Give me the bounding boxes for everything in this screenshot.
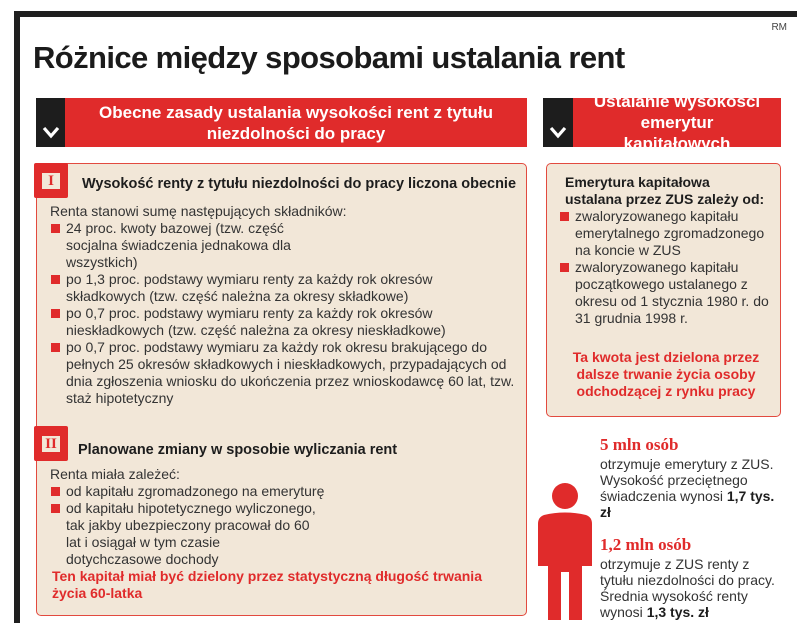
- section-1-number: [34, 163, 68, 198]
- list-item: po 0,7 proc. podstawy wymiaru za każdy rok okresu brakującego do pełnych 25 okresów składkowych i nieskładkowych, przypadających od dnia zgłoszenia wniosku do ukończenia przez wnioskodawcę 60 lat, tzw. staż hipotetyczny: [50, 339, 516, 407]
- list-item: po 1,3 proc. podstawy wymiaru renty za każdy rok okresów składkowych (tzw. część należna za okresy składkowe): [50, 271, 506, 305]
- section-2-number-text: II: [42, 436, 60, 452]
- section-2-list: [50, 483, 520, 568]
- chevron-down-icon: [42, 125, 60, 139]
- bullet-square-icon: [51, 343, 60, 352]
- section-2-heading: Planowane zmiany w sposobie wyliczania rent: [78, 442, 398, 458]
- bullet-square-icon: [51, 504, 60, 513]
- list-item: zwaloryzowanego kapitału początkowego ustalanego z okresu od 1 stycznia 1980 r. do 31 grudnia 1998 r.: [559, 259, 785, 327]
- top-rule: [14, 11, 797, 17]
- bullet-square-icon: [560, 212, 569, 221]
- credit: RM: [771, 22, 787, 33]
- section-2-body: [50, 466, 520, 568]
- section-2-number: [34, 426, 68, 461]
- right-list: [559, 208, 777, 327]
- stat-1-text: otrzymuje emerytury z ZUS. Wysokość przeciętnego świadczenia wynosi 1,7 tys. zł: [600, 456, 775, 520]
- right-conclusion: Ta kwota jest dzielona przez dalsze trwanie życia osoby odchodzącej z rynku pracy: [572, 349, 760, 399]
- section-1-intro: Renta stanowi sumę następujących składników:: [50, 203, 347, 219]
- list-item: 24 proc. kwoty bazowej (tzw. część socjalna świadczenia jednakowa dla wszystkich): [50, 220, 306, 271]
- bullet-square-icon: [560, 263, 569, 272]
- left-header-chevron: [36, 98, 65, 147]
- page-title: Różnice między sposobami ustalania rent: [33, 40, 625, 75]
- right-heading: Emerytura kapitałowa ustalana przez ZUS zależy od:: [565, 174, 765, 207]
- left-rule: [14, 11, 20, 623]
- chevron-down-icon: [549, 125, 567, 139]
- left-header: Obecne zasady ustalania wysokości rent z tytułu niezdolności do pracy: [65, 98, 527, 147]
- stat-1-big: 5 mln osób: [600, 435, 679, 454]
- stat-2-text: otrzymuje z ZUS renty z tytułu niezdolności do pracy. Średnia wysokość renty wynosi 1,3 tys. zł: [600, 556, 775, 620]
- stat-2-big: 1,2 mln osób: [600, 535, 692, 554]
- bullet-square-icon: [51, 487, 60, 496]
- section-1-body: [50, 203, 520, 407]
- right-header-chevron: [543, 98, 573, 147]
- person-icon: [534, 482, 596, 620]
- list-item: od kapitału zgromadzonego na emeryturę: [50, 483, 486, 500]
- list-item: od kapitału hipotetycznego wyliczonego, tak jakby ubezpieczony pracował do 60 lat i osiągał w tym czasie dotychczasowe dochody: [50, 500, 316, 568]
- section-2-intro: Renta miała zależeć:: [50, 466, 180, 482]
- section-1-heading: Wysokość renty z tytułu niezdolności do pracy liczona obecnie: [82, 176, 517, 192]
- right-header: Ustalanie wysokości emerytur kapitałowych: [573, 98, 781, 147]
- section-1-number-text: I: [42, 173, 60, 189]
- bullet-square-icon: [51, 275, 60, 284]
- list-item: po 0,7 proc. podstawy wymiaru renty za każdy rok okresów nieskładkowych (tzw. część należna za okresy nieskładkowe): [50, 305, 506, 339]
- bullet-square-icon: [51, 224, 60, 233]
- section-1-list: [50, 220, 520, 407]
- bullet-square-icon: [51, 309, 60, 318]
- list-item: zwaloryzowanego kapitału emerytalnego zgromadzonego na koncie w ZUS: [559, 208, 765, 259]
- section-2-conclusion: Ten kapitał miał być dzielony przez statystyczną długość trwania życia 60-latka: [52, 568, 482, 601]
